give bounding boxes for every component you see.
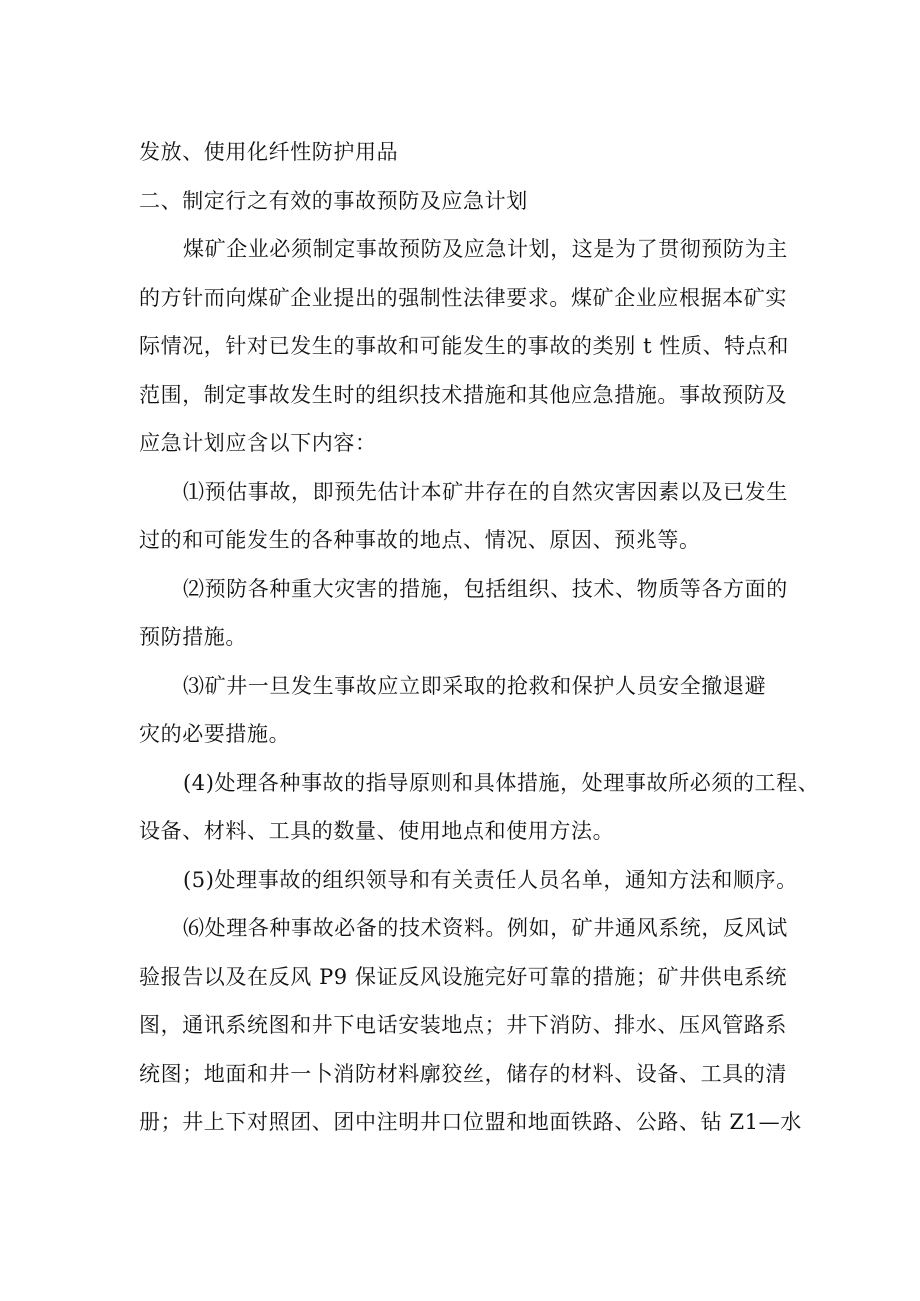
text-line: 灾的必要措施。 <box>139 722 291 746</box>
list-item-1 <box>139 468 799 565</box>
list-item-5 <box>139 856 799 905</box>
text-line: 过的和可能发生的各种事故的地点、情况、原因、预兆等。 <box>139 528 701 552</box>
list-item-3 <box>139 662 799 759</box>
text-line: ⑵预防各种重大灾害的措施，包括组织、技术、物质等各方面的 <box>183 576 788 601</box>
text-line: (4)处理各种事故的指导原则和具体措施，处理事故所必须的工程、 <box>183 770 820 795</box>
text-line: 图，通讯系统图和井下电话安装地点；井下消防、排水、压风管路系 <box>139 1013 787 1037</box>
text-line: 册；井上下对照团、团中注明井口位盟和地面铁路、公路、钻 Z1—水 <box>139 1110 802 1134</box>
list-item-6 <box>139 904 802 1147</box>
paragraph-intro <box>139 225 799 468</box>
list-item-4 <box>139 759 820 856</box>
text-line: 际情况，针对已发生的事故和可能发生的事故的类别 t 性质、特点和 <box>139 334 789 358</box>
text-line: 范围，制定事故发生时的组织技术措施和其他应急措施。事故预防及 <box>139 382 787 407</box>
text-line: ⑴预估事故，即预先估计本矿井存在的自然灾害因素以及已发生 <box>183 479 788 504</box>
text-line: ⑶矿井一旦发生事故应立即采取的抢救和保护人员安全撤退避 <box>183 673 767 698</box>
text-line: 的方针而向煤矿企业提出的强制性法律要求。煤矿企业应根据本矿实 <box>139 285 787 310</box>
text-line: 应急计划应含以下内容： <box>139 431 377 455</box>
list-item-2 <box>139 565 799 662</box>
document-body <box>139 128 820 1147</box>
text-line: 发放、使用化纤性防护用品 <box>139 140 399 164</box>
text-line: (5)处理事故的组织领导和有关责任人员名单，通知方法和顺序。 <box>183 867 798 892</box>
text-line: 预防措施。 <box>139 625 247 649</box>
text-line: 设备、材料、工具的数量、使用地点和使用方法。 <box>139 819 615 843</box>
section-heading: 二、制定行之有效的事故预防及应急计划 <box>139 188 528 213</box>
text-line: 煤矿企业必须制定事故预防及应急计划，这是为了贯彻预防为主 <box>183 237 788 261</box>
text-line: 统图；地面和井一卜消防材料廓狡丝，储存的材料、设备、工具的清 <box>139 1061 787 1086</box>
text-line: 验报告以及在反风 P9 保证反风设施完好可靠的措施；矿井供电系统 <box>139 964 788 989</box>
text-line: ⑹处理各种事故必备的技术资料。例如，矿井通风系统，反风试 <box>183 916 788 940</box>
